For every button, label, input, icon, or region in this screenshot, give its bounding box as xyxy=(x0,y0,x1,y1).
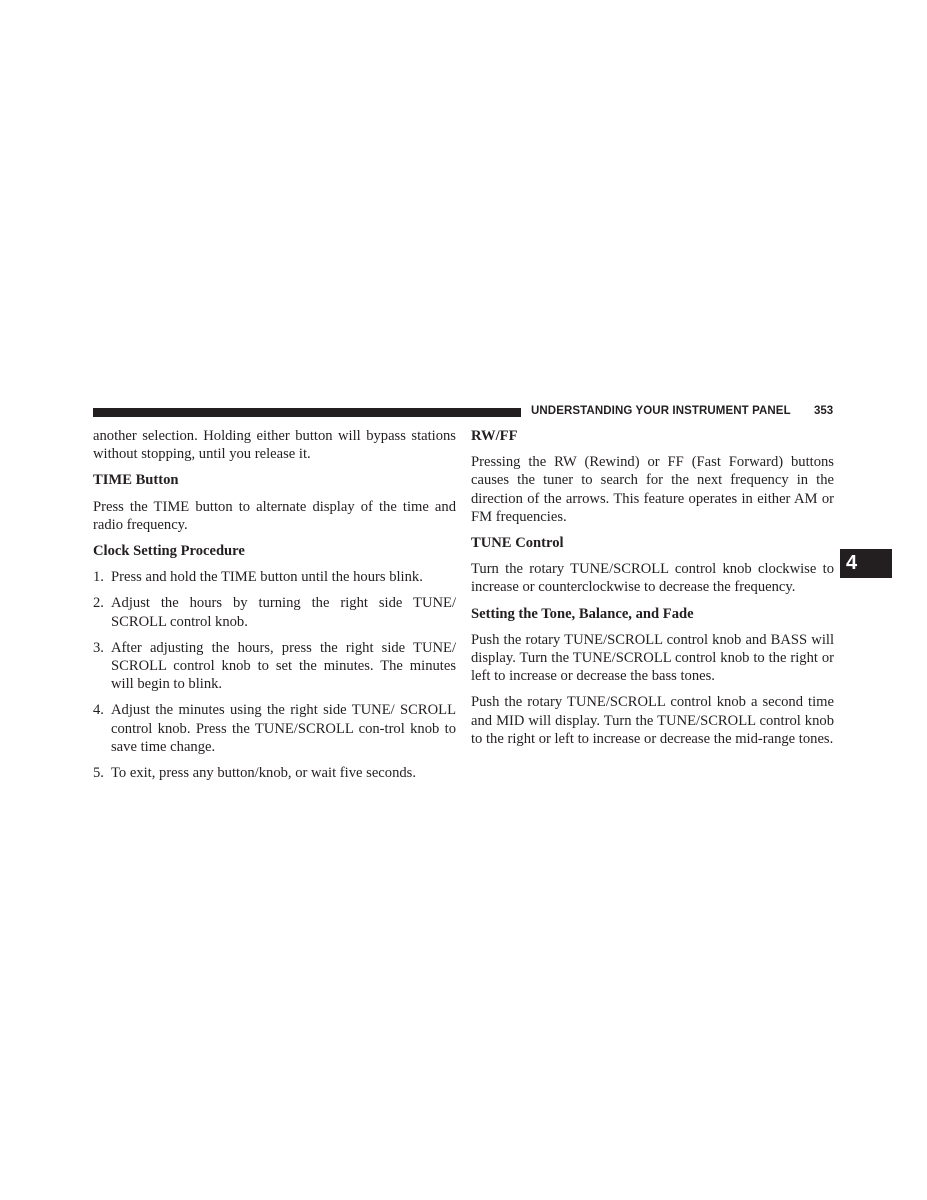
header-rule xyxy=(93,408,521,417)
step-number: 4. xyxy=(93,702,104,719)
step-text: After adjusting the hours, press the right side TUNE/ SCROLL control knob to set the minutes. The minutes will begin to blink. xyxy=(111,639,456,693)
step-text: Press and hold the TIME button until the hours blink. xyxy=(111,569,423,586)
step-number: 5. xyxy=(93,765,104,782)
intro-paragraph: another selection. Holding either button will bypass stations without stopping, until you release it. xyxy=(93,428,456,463)
step-item xyxy=(93,701,456,756)
step-text: Adjust the hours by turning the right side TUNE/ SCROLL control knob. xyxy=(111,595,456,630)
right-column xyxy=(471,427,834,756)
clock-setting-heading: Clock Setting Procedure xyxy=(93,543,245,560)
left-column xyxy=(93,427,456,790)
step-number: 1. xyxy=(93,569,104,586)
step-item xyxy=(93,594,456,630)
page-number: 353 xyxy=(814,405,834,417)
clock-setting-steps xyxy=(93,568,456,782)
step-number: 2. xyxy=(93,595,104,612)
running-header-title: UNDERSTANDING YOUR INSTRUMENT PANEL xyxy=(531,405,791,417)
tone-mid-paragraph: Push the rotary TUNE/SCROLL control knob a second time and MID will display. Turn the TUNE/SCROLL control knob to the right or left to increase or decrease the mid-range tones. xyxy=(471,694,834,747)
step-item xyxy=(93,568,456,586)
rwff-heading: RW/FF xyxy=(471,428,518,444)
tone-bass-paragraph: Push the rotary TUNE/SCROLL control knob and BASS will display. Turn the TUNE/SCROLL control knob to the right or left to increase or decrease the bass tones. xyxy=(471,631,834,685)
chapter-tab: 4 xyxy=(840,549,892,578)
step-item xyxy=(93,764,456,782)
rwff-paragraph: Pressing the RW (Rewind) or FF (Fast Forward) buttons causes the tuner to search for the next frequency in the direction of the arrows. This feature operates in either AM or FM frequencies. xyxy=(471,454,834,525)
time-button-heading: TIME Button xyxy=(93,472,179,489)
step-text: To exit, press any button/knob, or wait five seconds. xyxy=(111,765,416,782)
tune-control-heading: TUNE Control xyxy=(471,535,564,552)
step-text: Adjust the minutes using the right side TUNE/ SCROLL control knob. Press the TUNE/SCROLL con-trol knob to save time change. xyxy=(111,702,456,755)
tune-control-paragraph: Turn the rotary TUNE/SCROLL control knob clockwise to increase or counterclockwise to decrease the frequency. xyxy=(471,561,834,596)
tone-balance-fade-heading: Setting the Tone, Balance, and Fade xyxy=(471,605,694,622)
step-item xyxy=(93,639,456,694)
step-number: 3. xyxy=(93,639,104,656)
time-button-paragraph: Press the TIME button to alternate display of the time and radio frequency. xyxy=(93,498,456,533)
